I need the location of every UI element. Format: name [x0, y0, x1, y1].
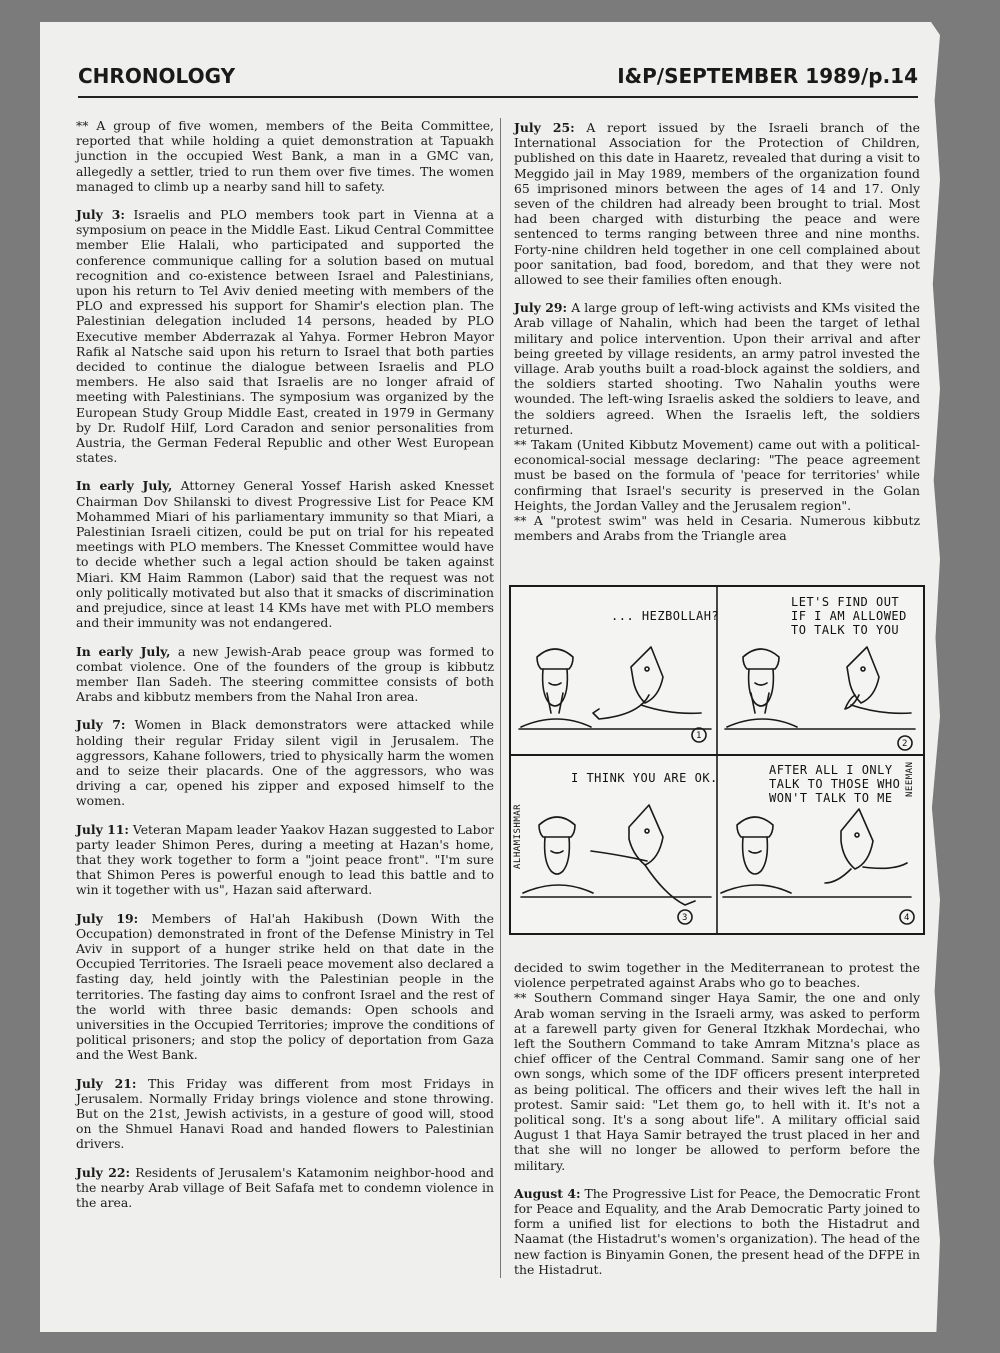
entry: July 19: Members of Hal'ah Hakibush (Down With the Occupation) demonstrated in front of the Defense Ministry in Tel Aviv in support of a hunger strike held on that date in the Occupied Territories. The Israeli peace movement also declared a fasting day, held jointly with the Palestinian people in the territories. The fasting day aims to confront Israel and the rest of the world with three basic demands: Open schools and universities in the Occupied Territories; improve the conditions of political prisoners; and stop the policy of deportation from Gaza and the West Bank.: [76, 910, 494, 1063]
entry: July 7: Women in Black demonstrators were attacked while holding their regular Friday silent vigil in Jerusalem. The aggressors, Kahane followers, tried to physically harm the women and to seize their placards. One of the aggressors, who was driving a car, opened his zipper and exposed himself to the women.: [76, 717, 494, 809]
cleric-figure-2: [727, 649, 797, 727]
left-column: [76, 118, 494, 1223]
panel-number-label-2: 2: [902, 739, 908, 749]
cleric-figure-4: [721, 817, 791, 893]
right-column-bottom: [514, 960, 920, 1290]
entry: August 4: The Progressive List for Peace, the Democratic Front for Peace and Equality, and the Arab Democratic Party joined to form a unified list for elections to both the Histadrut and Naamat (the Histadrut's women's organization). The head of the new faction is Binyamin Gonen, the present head of the DFPE in the Histadrut.: [514, 1185, 920, 1277]
panel-number-label-1: 1: [696, 731, 702, 741]
entry: In early July, a new Jewish-Arab peace group was formed to combat violence. One of the founders of the group is kibbutz member Ilan Sadeh. The steering committee consists of both Arabs and kibbutz members from the Nahal Iron area.: [76, 643, 494, 705]
political-cartoon: [509, 585, 925, 935]
entry: decided to swim together in the Mediterranean to protest the violence perpetrated against Arabs who go to beaches.: [514, 960, 920, 991]
speech-panel-2: LET'S FIND OUT IF I AM ALLOWED TO TALK TO YOU: [791, 595, 907, 637]
speech-panel-4: AFTER ALL I ONLY TALK TO THOSE WHO WON'T TALK TO ME: [769, 763, 901, 805]
entry: July 22: Residents of Jerusalem's Katamonim neighbor-hood and the nearby Arab village of Beit Safafa met to condemn violence in the area.: [76, 1164, 494, 1210]
section-title: CHRONOLOGY: [78, 64, 236, 88]
column-divider: [500, 118, 501, 1278]
cleric-figure-3: [523, 817, 593, 893]
cartoon-credit-left: ALHAMISHMAR: [513, 803, 523, 869]
entry: July 29: A large group of left-wing activists and KMs visited the Arab village of Nahalin, which had been the target of lethal military and police intervention. Upon their arrival and after being greeted by village residents, an army patrol invested the village. Arab youths built a road-block against the soldiers, and the soldiers started shooting. Two Nahalin youths were wounded. The left-wing Israelis asked the soldiers to leave, and the soldiers agreed. When the Israelis left, the soldiers returned.: [514, 300, 920, 437]
speech-panel-1: ... HEZBOLLAH?: [611, 609, 720, 623]
entry: ** Takam (United Kibbutz Movement) came out with a political-economical-social message declaring: "The peace agreement must be based on the formula of 'peace for territories' while confirming that Israel's security is preserved in the Golan Heights, the Jordan Valley and the Jerusalem region".: [514, 437, 920, 513]
entry: ** A group of five women, members of the Beita Committee, reported that while holding a quiet demonstration at Tapuakh junction in the occupied West Bank, a man in a GMC van, allegedly a settler, tried to run them over five times. The women managed to climb up a nearby sand hill to safety.: [76, 118, 494, 194]
speech-panel-3: I THINK YOU ARE OK.: [571, 771, 718, 785]
entry: July 11: Veteran Mapam leader Yaakov Hazan suggested to Labor party leader Shimon Peres, during a meeting at Hazan's home, that they work together to form a "joint peace front". "I'm sure that Shimon Peres is powerful enough to lead this battle and to win it together with us", Hazan said afterward.: [76, 821, 494, 898]
entry: ** A "protest swim" was held in Cesaria. Numerous kibbutz members and Arabs from the Triangle area: [514, 513, 920, 544]
israeli-figure-3: [521, 805, 711, 905]
israeli-figure-2: [725, 647, 915, 729]
cartoon-drawing: [511, 587, 923, 933]
entry: July 21: This Friday was different from most Fridays in Jerusalem. Normally Friday brings violence and stone throwing. But on the 21st, Jewish activists, in a gesture of good will, stood on the Shmuel Hanavi Road and handed flowers to Palestinian drivers.: [76, 1075, 494, 1152]
entry: July 3: Israelis and PLO members took part in Vienna at a symposium on peace in the Middle East. Likud Central Committee member Elie Halali, who participated and supported the conference communique calling for a solution based on mutual recognition and co-existence between Israel and Palestinians, upon his return to Tel Aviv denied meeting with members of the PLO and expressed his support for Shamir's election plan. The Palestinian delegation included 14 persons, headed by PLO Executive member Abderrazak al Yahya. Former Hebron Mayor Rafik al Natsche said upon his return to Israel that both parties decided to continue the dialogue between Israelis and PLO members. He also said that Israelis are no longer afraid of meeting with Palestinians. The symposium was organized by the European Study Group Middle East, created in 1979 in Germany by Dr. Rudolf Hilf, Lord Caradon and senior personalities from Austria, the German Federal Republic and other West European states.: [76, 207, 494, 466]
panel-number-label-4: 4: [904, 913, 910, 923]
right-column-top: [514, 120, 920, 543]
entry: In early July, Attorney General Yossef Harish asked Knesset Chairman Dov Shilanski to divest Progressive List for Peace KM Mohammed Miari of his parliamentary immunity so that Miari, a Palestinian Israeli citizen, could be put on trial for his repeated meetings with PLO members. The Knesset Committee would have to decide whether such a legal action should be taken against Miari. KM Haim Rammon (Labor) said that the request was not only politically motivated but also that it smacks of discrimination and prejudice, since at least 14 KMs have met with PLO members and their immunity was not endangered.: [76, 478, 494, 631]
entry: July 25: A report issued by the Israeli branch of the International Association for the Protection of Children, published on this date in Haaretz, revealed that during a visit to Meggido jail in May 1989, members of the organization found 65 imprisoned minors between the ages of 14 and 17. Only seven of the children had already been brought to trial. Most had been charged with disturbing the peace and were sentenced to terms ranging between three and nine months. Forty-nine children held together in one cell complained about poor sanitation, bad food, boredom, and that they were not allowed to see their families often enough.: [514, 120, 920, 288]
panel-number-label-3: 3: [682, 913, 688, 923]
israeli-figure-1: [519, 647, 711, 729]
entry: ** Southern Command singer Haya Samir, the one and only Arab woman serving in the Israeli army, was asked to perform at a farewell party given for General Itzkhak Mordechai, who left the Southern Command to take Amram Mitzna's place as chief officer of the Central Command. Samir sang one of her own songs, which some of the IDF officers present interpreted as being political. The officers and their wives left the hall in protest. Samir said: "Let them go, to hell with it. It's not a political song. It's a song about life". A military official said August 1 that Haya Samir betrayed the trust placed in her and that she will no longer be allowed to perform before the military.: [514, 990, 920, 1173]
header-rule: [78, 96, 918, 98]
cartoon-credit-right: NEEMAN: [905, 761, 915, 797]
cleric-figure-1: [521, 649, 591, 727]
issue-page-label: I&P/SEPTEMBER 1989/p.14: [617, 64, 918, 88]
